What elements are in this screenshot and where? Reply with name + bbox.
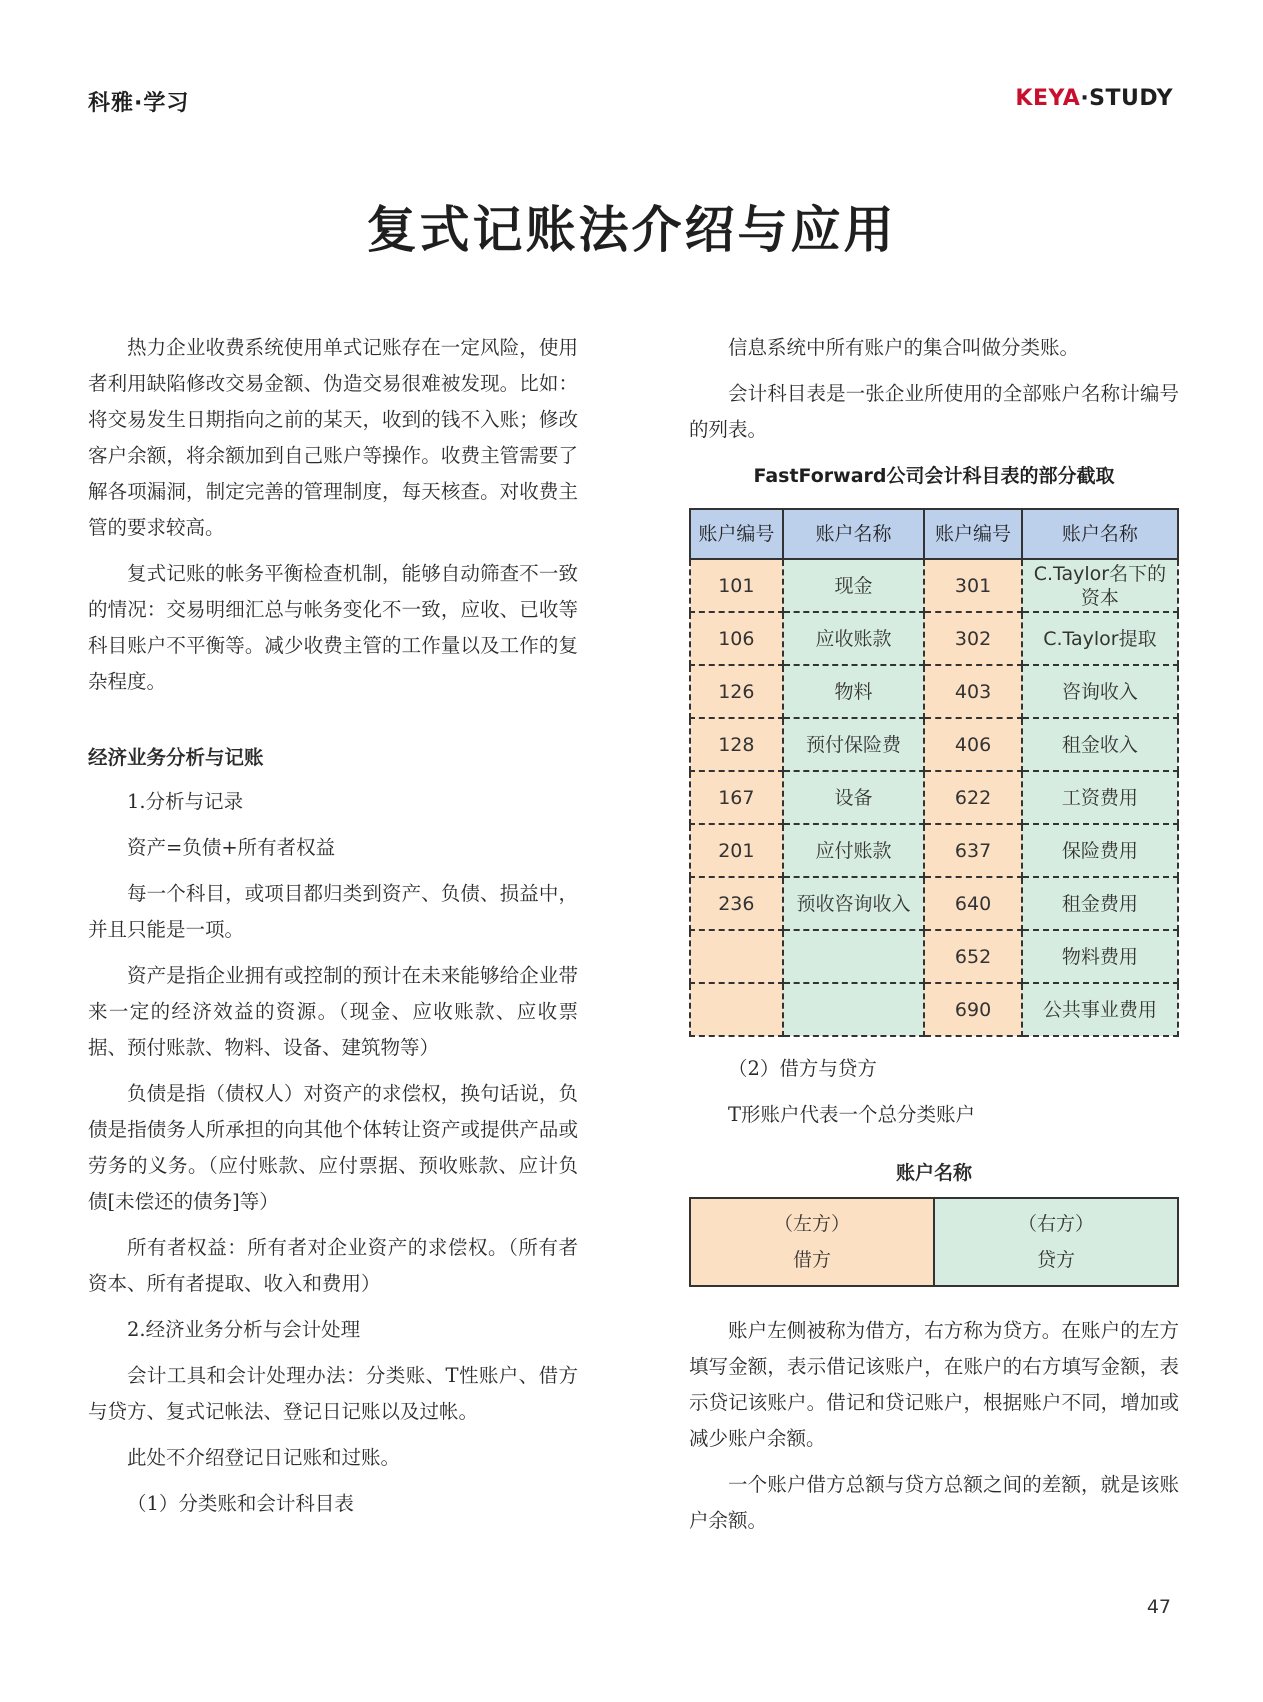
paragraph: 资产是指企业拥有或控制的预计在未来能够给企业带来一定的经济效益的资源。（现金、应收账款、应收票据、预付账款、物料、设备、建筑物等）: [88, 964, 578, 1059]
account-number: [690, 930, 783, 983]
paragraph: 一个账户借方总额与贷方总额之间的差额，就是该账户余额。: [689, 1473, 1179, 1532]
credit-side-label: 贷方: [1036, 1249, 1075, 1271]
table-row: [690, 983, 1178, 1036]
table-row: [690, 559, 1178, 612]
account-number: 622: [924, 771, 1022, 824]
brand-name-cn: 科雅: [88, 91, 135, 116]
t-account-diagram: [689, 1197, 1179, 1287]
account-name: [783, 983, 925, 1036]
brand-logo-right: [1015, 86, 1173, 111]
table-row: [690, 824, 1178, 877]
account-name: 设备: [783, 771, 925, 824]
paragraph: 会计工具和会计处理办法：分类账、T性账户、借方与贷方、复式记帐法、登记日记账以及过帐。: [88, 1364, 578, 1423]
paragraph: 此处不介绍登记日记账和过账。: [127, 1446, 401, 1469]
column-header: 账户编号: [924, 509, 1022, 559]
brand-suffix-cn: ·学习: [134, 91, 190, 116]
account-number: 302: [924, 612, 1022, 665]
paragraph: 复式记账的帐务平衡检查机制，能够自动筛查不一致的情况：交易明细汇总与帐务变化不一致，应收、已收等科目账户不平衡等。减少收费主管的工作量以及工作的复杂程度。: [88, 562, 578, 693]
article-title: 复式记账法介绍与应用: [366, 200, 897, 259]
debit-side-position: （左方）: [773, 1213, 850, 1235]
account-name: 应收账款: [783, 612, 925, 665]
paragraph: 1.分析与记录: [127, 790, 244, 813]
account-number: 106: [690, 612, 783, 665]
brand-suffix-en: ·STUDY: [1080, 86, 1173, 111]
table-row: [690, 771, 1178, 824]
account-number: 301: [924, 559, 1022, 612]
column-header: 账户编号: [690, 509, 783, 559]
paragraph: 热力企业收费系统使用单式记账存在一定风险，使用者利用缺陷修改交易金额、伪造交易很难被发现。比如：将交易发生日期指向之前的某天，收到的钱不入账；修改客户余额，将余额加到自己账户等操作。收费主管需要了解各项漏洞，制定完善的管理制度，每天核查。对收费主管的要求较高。: [88, 336, 578, 539]
paragraph: 账户左侧被称为借方，右方称为贷方。在账户的左方填写金额，表示借记该账户，在账户的右方填写金额，表示贷记该账户。借记和贷记账户，根据账户不同，增加或减少账户余额。: [689, 1319, 1179, 1450]
account-name: 预付保险费: [783, 718, 925, 771]
paragraph: 所有者权益：所有者对企业资产的求偿权。（所有者资本、所有者提取、收入和费用）: [88, 1236, 578, 1295]
account-number: 128: [690, 718, 783, 771]
account-name: 物料费用: [1022, 930, 1178, 983]
account-number: 637: [924, 824, 1022, 877]
page-number: 47: [1146, 1596, 1171, 1618]
account-number: 126: [690, 665, 783, 718]
credit-side-position: （右方）: [1017, 1213, 1094, 1235]
account-number: 406: [924, 718, 1022, 771]
account-name: 预收咨询收入: [783, 877, 925, 930]
table-row: [690, 930, 1178, 983]
account-name: 租金收入: [1022, 718, 1178, 771]
account-name: 工资费用: [1022, 771, 1178, 824]
account-name: 物料: [783, 665, 925, 718]
brand-logo-left: [88, 86, 189, 117]
paragraph: 每一个科目，或项目都归类到资产、负债、损益中，并且只能是一项。: [88, 882, 578, 941]
paragraph: （2）借方与贷方: [728, 1057, 877, 1080]
account-number: 201: [690, 824, 783, 877]
paragraph: 资产=负债+所有者权益: [127, 836, 336, 859]
account-name: 保险费用: [1022, 824, 1178, 877]
account-name: 租金费用: [1022, 877, 1178, 930]
paragraph: 负债是指（债权人）对资产的求偿权，换句话说，负债是指债务人所承担的向其他个体转让资产或提供产品或劳务的义务。（应付账款、应付票据、预收账款、应计负债[未偿还的债务]等）: [88, 1082, 578, 1213]
account-number: 236: [690, 877, 783, 930]
paragraph: 2.经济业务分析与会计处理: [127, 1318, 361, 1341]
debit-side: [691, 1199, 935, 1285]
account-number: 640: [924, 877, 1022, 930]
paragraph: （1）分类账和会计科目表: [127, 1492, 354, 1515]
column-header: 账户名称: [783, 509, 925, 559]
table-row: [690, 665, 1178, 718]
account-name: 应付账款: [783, 824, 925, 877]
account-number: [690, 983, 783, 1036]
account-number: 101: [690, 559, 783, 612]
table-row: [690, 612, 1178, 665]
paragraph: T形账户代表一个总分类账户: [728, 1103, 976, 1126]
account-number: 652: [924, 930, 1022, 983]
paragraph: 信息系统中所有账户的集合叫做分类账。: [728, 336, 1080, 359]
account-name: 现金: [783, 559, 925, 612]
t-account-caption: 账户名称: [895, 1162, 972, 1184]
right-column: [689, 330, 1179, 1549]
chart-of-accounts-table: [689, 508, 1179, 1037]
account-number: 403: [924, 665, 1022, 718]
account-name: 公共事业费用: [1022, 983, 1178, 1036]
account-name: [783, 930, 925, 983]
table-row: [690, 718, 1178, 771]
account-number: 690: [924, 983, 1022, 1036]
account-name: 咨询收入: [1022, 665, 1178, 718]
account-name: C.Taylor提取: [1022, 612, 1178, 665]
account-name: C.Taylor名下的资本: [1022, 559, 1178, 612]
left-column: [88, 330, 578, 1532]
table-row: [690, 877, 1178, 930]
debit-side-label: 借方: [792, 1249, 831, 1271]
column-header: 账户名称: [1022, 509, 1178, 559]
table-caption: FastForward公司会计科目表的部分截取: [753, 465, 1115, 487]
section-heading: 经济业务分析与记账: [88, 746, 264, 769]
account-number: 167: [690, 771, 783, 824]
table-header-row: [690, 509, 1178, 559]
credit-side: [935, 1199, 1177, 1285]
brand-name-en: KEYA: [1015, 86, 1081, 111]
paragraph: 会计科目表是一张企业所使用的全部账户名称计编号的列表。: [689, 382, 1179, 441]
